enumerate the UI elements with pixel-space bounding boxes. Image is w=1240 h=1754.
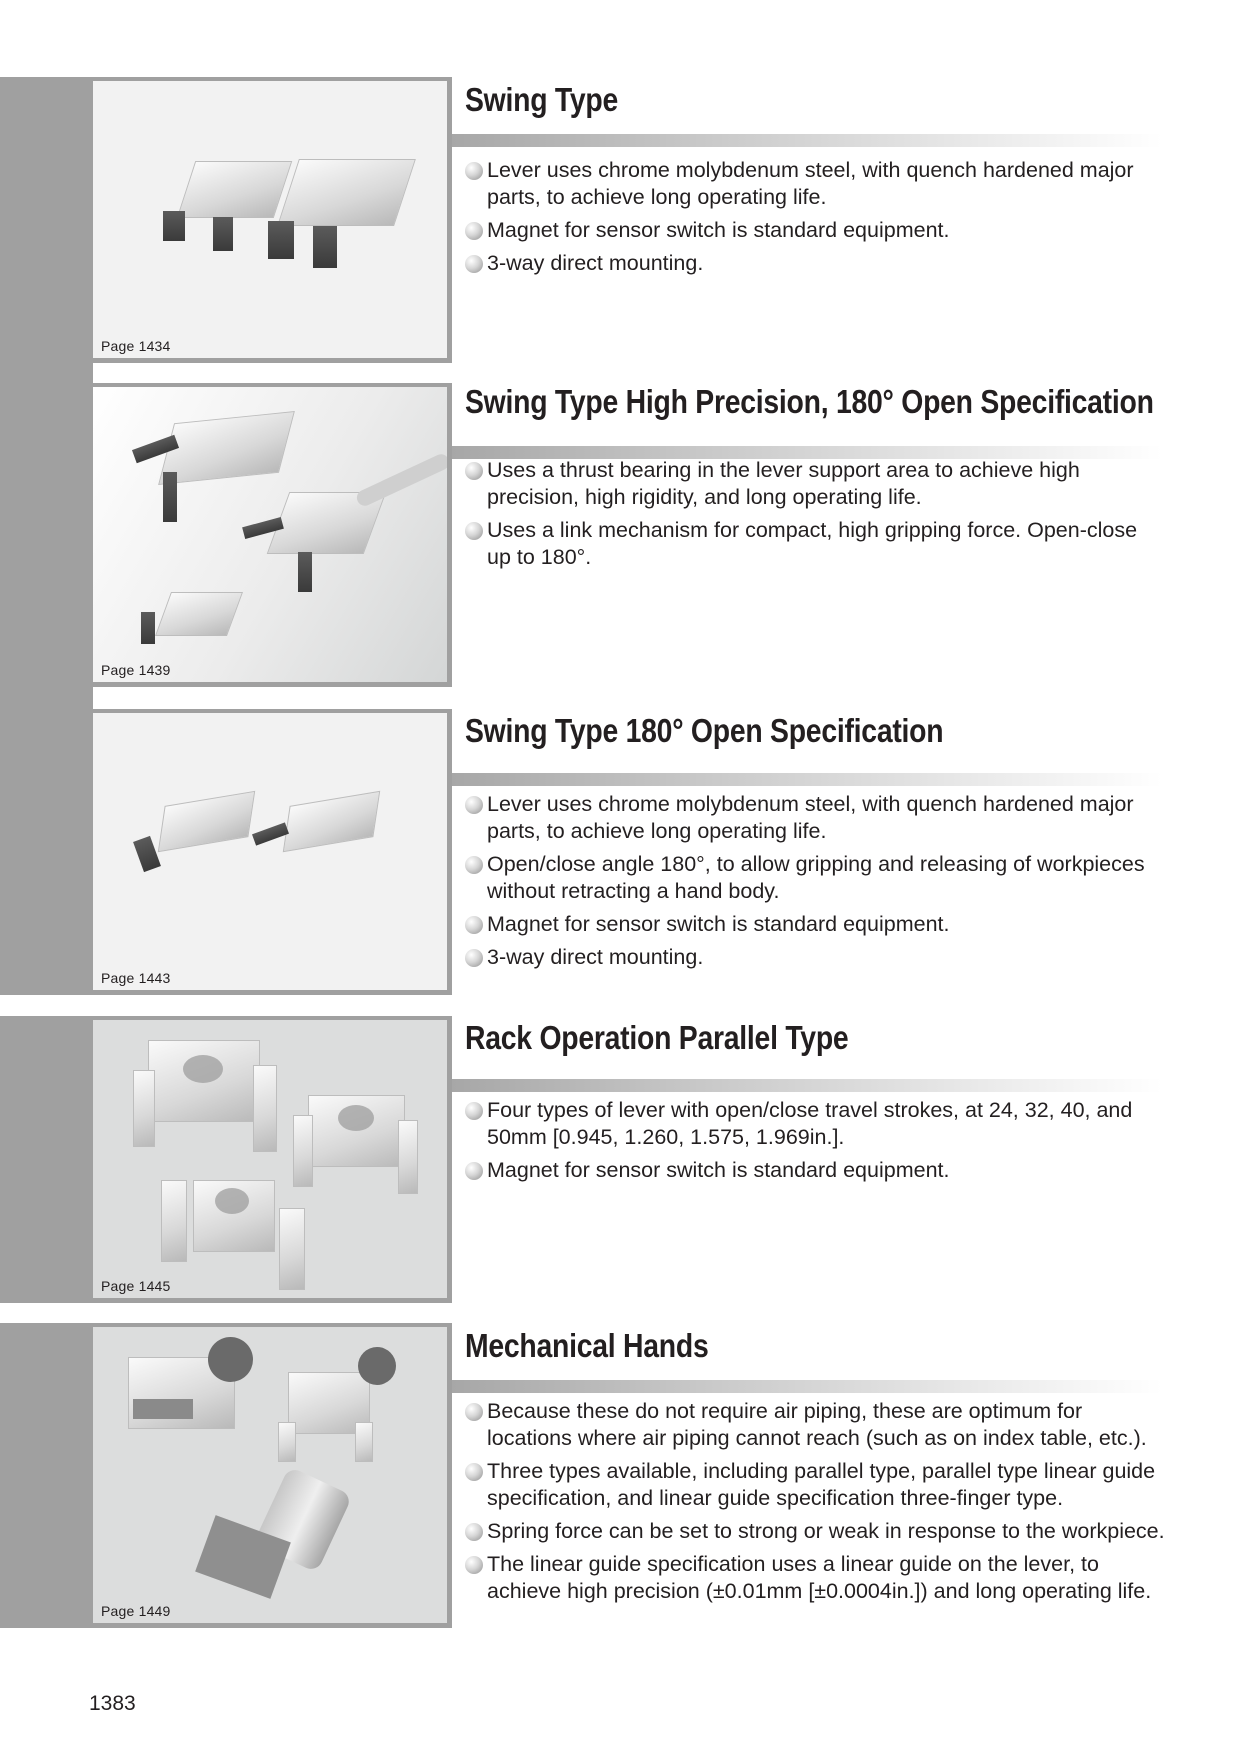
product-photo-mechanical-hands — [93, 1327, 447, 1623]
feature-item: Magnet for sensor switch is standard equipment. — [465, 911, 1165, 938]
product-photo-swing-type — [93, 81, 447, 358]
section-title: Mechanical Hands — [465, 1327, 709, 1364]
title-underline-bar — [452, 773, 1162, 786]
bullet-icon — [465, 1523, 483, 1541]
title-underline-bar — [452, 134, 1162, 147]
feature-item: Uses a link mechanism for compact, high gripping force. Open-close up to 180°. — [465, 517, 1165, 571]
product-image-frame — [89, 1323, 452, 1628]
product-image-frame — [89, 1016, 452, 1303]
section-title: Swing Type 180° Open Specification — [465, 712, 944, 749]
page-reference[interactable]: Page 1449 — [101, 1603, 171, 1619]
feature-item: 3-way direct mounting. — [465, 944, 1165, 971]
bullet-icon — [465, 222, 483, 240]
sidebar-block-1 — [0, 77, 93, 995]
feature-item: Spring force can be set to strong or weak in response to the workpiece. — [465, 1518, 1165, 1545]
feature-item: Lever uses chrome molybdenum steel, with quench hardened major parts, to achieve long operating life. — [465, 157, 1165, 211]
feature-item: Four types of lever with open/close travel strokes, at 24, 32, 40, and 50mm [0.945, 1.260, 1.575, 1.969in.]. — [465, 1097, 1165, 1151]
feature-item: Open/close angle 180°, to allow gripping and releasing of workpieces without retracting a hand body. — [465, 851, 1165, 905]
bullet-icon — [465, 522, 483, 540]
product-photo-swing-type-180 — [93, 713, 447, 990]
page-number: 1383 — [89, 1692, 136, 1715]
sidebar-block-2 — [0, 1016, 93, 1303]
product-image-frame — [89, 709, 452, 995]
feature-item: Magnet for sensor switch is standard equipment. — [465, 217, 1165, 244]
feature-item: Three types available, including parallel type, parallel type linear guide specification, and linear guide specification three-finger type. — [465, 1458, 1165, 1512]
feature-item: Lever uses chrome molybdenum steel, with quench hardened major parts, to achieve long operating life. — [465, 791, 1165, 845]
feature-item: 3-way direct mounting. — [465, 250, 1165, 277]
page-reference[interactable]: Page 1439 — [101, 662, 171, 678]
page-reference[interactable]: Page 1443 — [101, 970, 171, 986]
product-image-frame — [89, 383, 452, 687]
bullet-icon — [465, 1463, 483, 1481]
section-title: Swing Type High Precision, 180° Open Specification — [465, 383, 1154, 420]
feature-item: The linear guide specification uses a linear guide on the lever, to achieve high precision (±0.01mm [±0.0004in.]) and long operating life. — [465, 1551, 1165, 1605]
bullet-icon — [465, 1556, 483, 1574]
bullet-icon — [465, 949, 483, 967]
bullet-icon — [465, 1403, 483, 1421]
bullet-icon — [465, 856, 483, 874]
feature-item: Magnet for sensor switch is standard equipment. — [465, 1157, 1165, 1184]
bullet-icon — [465, 1162, 483, 1180]
title-underline-bar — [452, 1079, 1162, 1092]
bullet-icon — [465, 796, 483, 814]
section-title: Rack Operation Parallel Type — [465, 1019, 849, 1056]
feature-item: Uses a thrust bearing in the lever support area to achieve high precision, high rigidity, and long operating life. — [465, 457, 1165, 511]
bullet-icon — [465, 162, 483, 180]
bullet-icon — [465, 255, 483, 273]
page-reference[interactable]: Page 1434 — [101, 338, 171, 354]
product-photo-swing-type-high-precision — [93, 387, 447, 682]
sidebar-block-3 — [0, 1323, 93, 1628]
feature-item: Because these do not require air piping, these are optimum for locations where air piping cannot reach (such as on index table, etc.). — [465, 1398, 1165, 1452]
product-image-frame — [89, 77, 452, 363]
page-reference[interactable]: Page 1445 — [101, 1278, 171, 1294]
product-photo-rack-operation-parallel — [93, 1020, 447, 1298]
bullet-icon — [465, 916, 483, 934]
title-underline-bar — [452, 1380, 1162, 1393]
section-title: Swing Type — [465, 81, 618, 118]
bullet-icon — [465, 462, 483, 480]
bullet-icon — [465, 1102, 483, 1120]
